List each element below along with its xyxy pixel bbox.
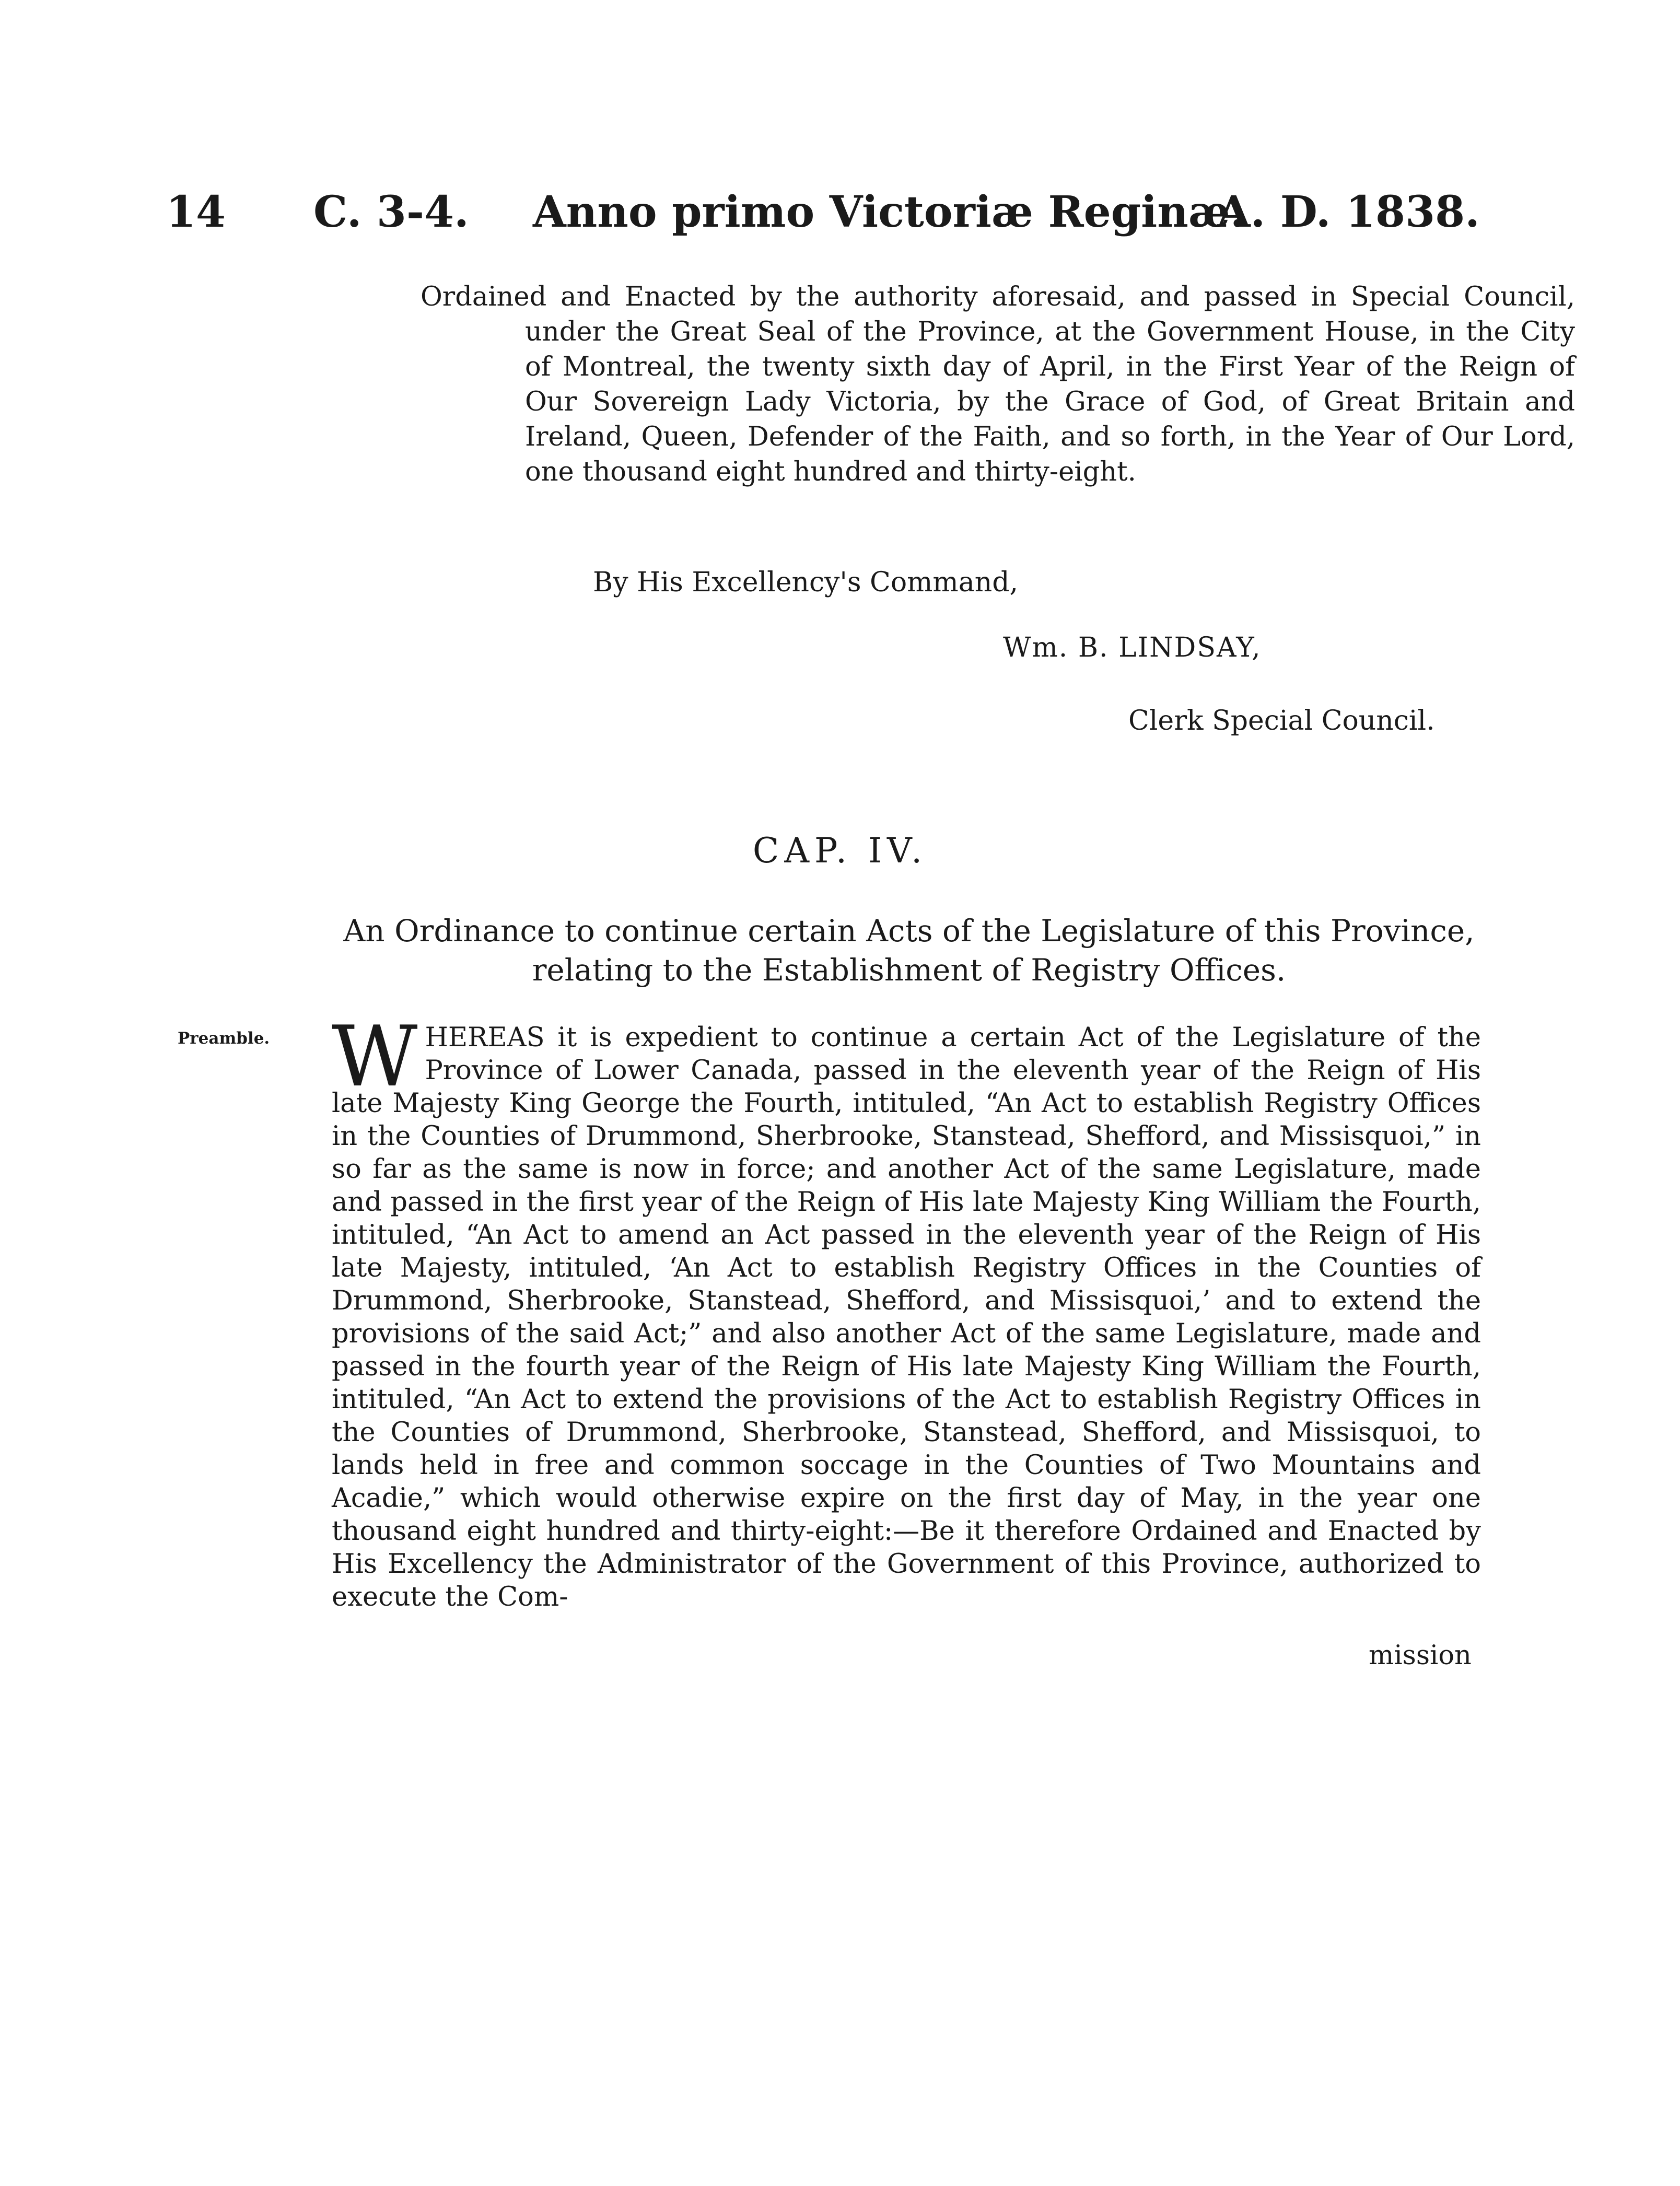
page-number: 14 [166, 187, 226, 237]
margin-note: Preamble. [178, 1029, 270, 1048]
command-line: By His Excellency's Command, [593, 567, 1019, 598]
drop-cap: W [332, 1008, 418, 1105]
ordinance-title: An Ordinance to continue certain Acts of the Legislature of this Province, relating to the Establishment of Registry Offices. [343, 913, 1475, 988]
signer-name: Wm. B. LINDSAY, [1003, 632, 1262, 663]
chapter-ref: C. 3-4. [313, 187, 469, 237]
running-year: A. D. 1838. [1217, 187, 1480, 237]
chapter-heading: CAP. IV. [752, 831, 928, 871]
preamble-text: HEREAS it is expedient to continue a certain Act of the Legislature of the Province of Lower Canada, passed in the eleventh year of the Reign of His late Majesty King George the Fourth, intituled, “An Act to establish Registry Offices in the Counties of Drummond, Sherbrooke, Stanstead, Shefford, and Missisquoi,” in so far as the same is now in force; and another Act of the same Legislature, made and passed in the first year of the Reign of His late Majesty King William the Fourth, intituled, “An Act to amend an Act passed in the eleventh year of the Reign of His late Majesty, intituled, ‘An Act to establish Registry Offices in the Counties of Drummond, Sherbrooke, Stanstead, Shefford, and Missisquoi,’ and to extend the provisions of the said Act;” and also another Act of the same Legislature, made and passed in the fourth year of the Reign of His late Majesty King William the Fourth, intituled, “An Act to extend the provisions of the Act to establish Registry Offices in the Counties of Drummond, Sherbrooke, Stanstead, Shefford, and Missisquoi, to lands held in free and common soccage in the Counties of Two Mountains and Acadie,” which would otherwise expire on the first day of May, in the year one thousand eight hundred and thirty-eight:—Be it therefore Ordained and Enacted by His Excellency the Administrator of the Government of this Province, authorized to execute the Com- [332, 1022, 1481, 1612]
signer-office: Clerk Special Council. [1128, 705, 1435, 737]
catchword: mission [1369, 1640, 1472, 1671]
preamble-block [332, 1008, 1481, 1614]
enactment-clause: Ordained and Enacted by the authority aforesaid, and passed in Special Council, under the Great Seal of the Province, at the Government House, in the City of Montreal, the twenty sixth day of April, in the First Year of the Reign of Our Sovereign Lady Victoria, by the Grace of God, of Great Britain and Ireland, Queen, Defender of the Faith, and so forth, in the Year of Our Lord, one thousand eight hundred and thirty-eight. [421, 282, 1575, 487]
running-title: Anno primo Victoriæ Reginæ. [533, 187, 1245, 237]
